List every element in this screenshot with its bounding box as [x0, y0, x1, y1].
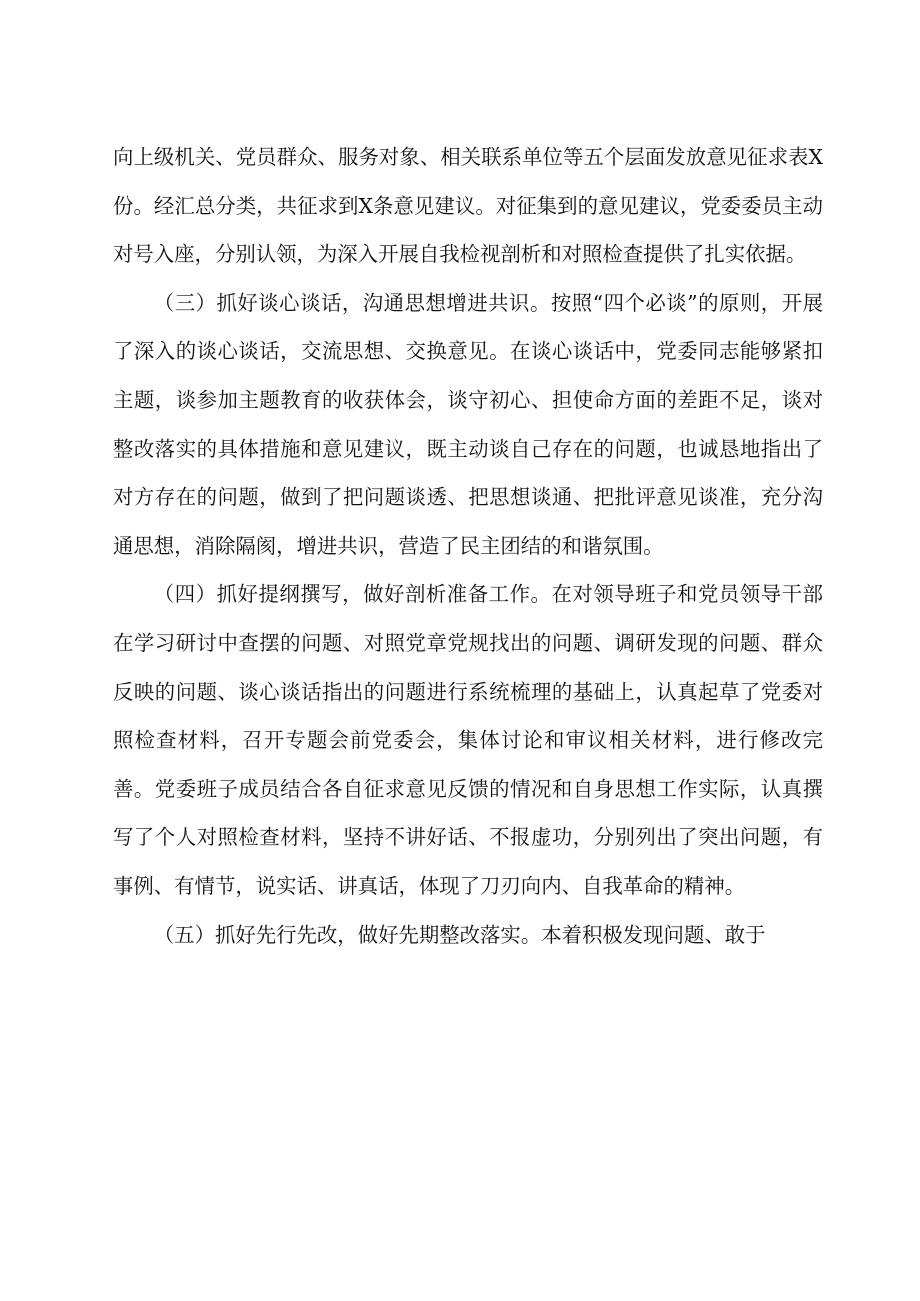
document-body: [113, 133, 823, 959]
paragraph-continuation: 向上级机关、党员群众、服务对象、相关联系单位等五个层面发放意见征求表X份。经汇总分类，共征求到X条意见建议。对征集到的意见建议，党委委员主动对号入座，分别认领，为深入开展自我检视剖析和对照检查提供了扎实依据。: [113, 145, 823, 267]
paragraph-section-4: （四）抓好提纲撰写，做好剖析准备工作。在对领导班子和党员领导干部在学习研讨中查摆的问题、对照党章党规找出的问题、调研发现的问题、群众反映的问题、谈心谈话指出的问题进行系统梳理的基础上，认真起草了党委对照检查材料，召开专题会前党委会，集体讨论和审议相关材料，进行修改完善。党委班子成员结合各自征求意见反馈的情况和自身思想工作实际，认真撰写了个人对照检查材料，坚持不讲好话、不报虚功，分别列出了突出问题，有事例、有情节，说实话、讲真话，体现了刀刃向内、自我革命的精神。: [113, 582, 823, 898]
paragraph-section-3: （三）抓好谈心谈话，沟通思想增进共识。按照“四个必谈”的原则，开展了深入的谈心谈话，交流思想、交换意见。在谈心谈话中，党委同志能够紧扣主题，谈参加主题教育的收获体会，谈守初心、担使命方面的差距不足，谈对整改落实的具体措施和意见建议，既主动谈自己存在的问题，也诚恳地指出了对方存在的问题，做到了把问题谈透、把思想谈通、把批评意见谈准，充分沟通思想，消除隔阂，增进共识，营造了民主团结的和谐氛围。: [113, 290, 823, 558]
paragraph-section-5: （五）抓好先行先改，做好先期整改落实。本着积极发现问题、敢于: [153, 922, 766, 947]
